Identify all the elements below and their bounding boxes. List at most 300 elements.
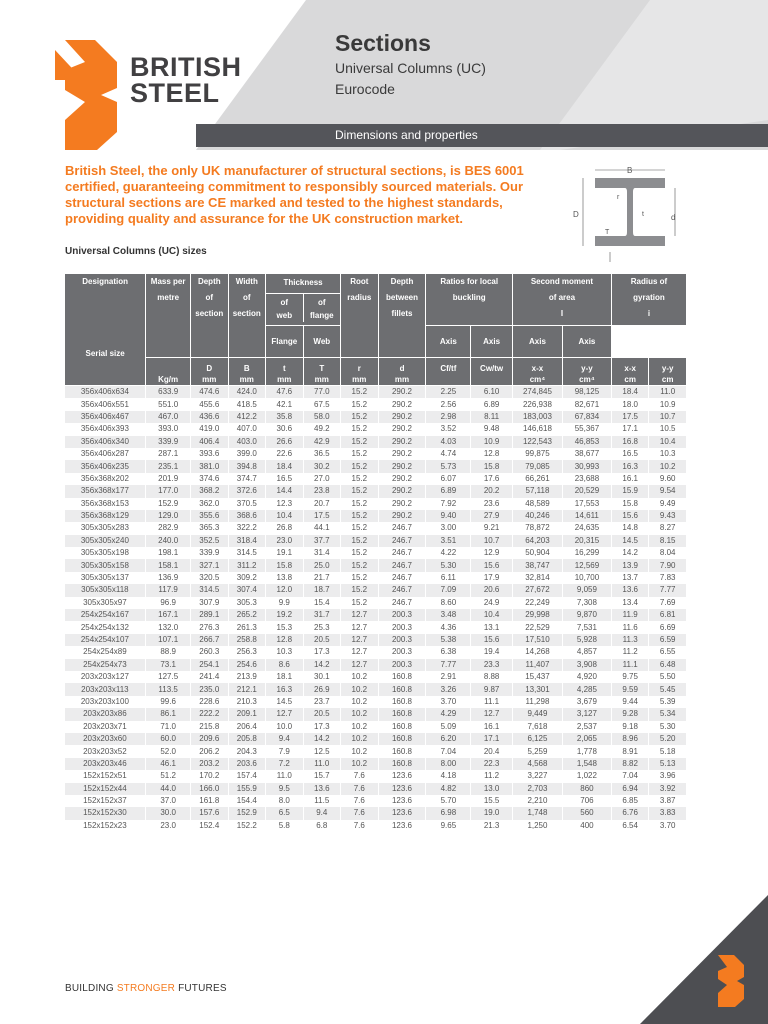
cell-mass: 99.6 bbox=[146, 696, 191, 708]
header-depth-line3: section bbox=[195, 309, 224, 318]
cell-flange-thickness: 13.6 bbox=[303, 783, 341, 795]
cell-web-thickness: 12.3 bbox=[266, 498, 304, 510]
cell-second-moment-yy: 2,065 bbox=[562, 733, 611, 745]
cell-second-moment-xx: 13,301 bbox=[512, 683, 562, 695]
cell-web-thickness: 23.0 bbox=[266, 535, 304, 547]
unit-kgm: Kg/m bbox=[158, 375, 179, 384]
footer-text-highlight: STRONGER bbox=[116, 983, 176, 994]
cell-serial-size: 254x254x132 bbox=[65, 621, 146, 633]
cell-flange-ratio: 6.07 bbox=[426, 473, 471, 485]
header-thickness-label: Thickness bbox=[283, 278, 323, 287]
cell-radius-xx: 11.3 bbox=[611, 634, 649, 646]
cell-mass: 46.1 bbox=[146, 758, 191, 770]
cell-mass: 282.9 bbox=[146, 522, 191, 534]
cell-flange-thickness: 23.7 bbox=[303, 696, 341, 708]
header-web-line1: of bbox=[280, 298, 289, 307]
cell-depth-between-fillets: 160.8 bbox=[378, 683, 426, 695]
cell-serial-size: 305x305x240 bbox=[65, 535, 146, 547]
cell-web-thickness: 22.6 bbox=[266, 448, 304, 460]
cell-radius-yy: 3.92 bbox=[649, 783, 687, 795]
cell-web-ratio: 6.89 bbox=[471, 398, 513, 410]
cell-width: 322.2 bbox=[228, 522, 266, 534]
cell-depth-between-fillets: 160.8 bbox=[378, 733, 426, 745]
cell-root-radius: 10.2 bbox=[341, 758, 379, 770]
cell-flange-ratio: 6.20 bbox=[426, 733, 471, 745]
cell-radius-yy: 5.20 bbox=[649, 733, 687, 745]
cell-depth: 203.2 bbox=[191, 758, 229, 770]
cell-mass: 88.9 bbox=[146, 646, 191, 658]
cell-root-radius: 7.6 bbox=[341, 820, 379, 832]
cell-flange-ratio: 4.29 bbox=[426, 708, 471, 720]
table-row bbox=[65, 683, 687, 695]
cell-web-ratio: 15.5 bbox=[471, 795, 513, 807]
cell-depth: 266.7 bbox=[191, 634, 229, 646]
cell-web-ratio: 22.3 bbox=[471, 758, 513, 770]
cell-flange-ratio: 5.70 bbox=[426, 795, 471, 807]
header-root-line1: Root bbox=[350, 277, 369, 286]
cell-web-thickness: 11.0 bbox=[266, 770, 304, 782]
header-flange: Flange bbox=[266, 326, 304, 358]
cell-web-ratio: 12.7 bbox=[471, 708, 513, 720]
cell-mass: 60.0 bbox=[146, 733, 191, 745]
cell-flange-thickness: 21.7 bbox=[303, 572, 341, 584]
cell-flange-thickness: 11.0 bbox=[303, 758, 341, 770]
cell-flange-thickness: 30.1 bbox=[303, 671, 341, 683]
header-sym-yy-2 bbox=[649, 358, 687, 386]
cell-flange-ratio: 7.04 bbox=[426, 745, 471, 757]
table-row bbox=[65, 758, 687, 770]
cell-radius-xx: 18.0 bbox=[611, 398, 649, 410]
cell-web-thickness: 6.5 bbox=[266, 807, 304, 819]
cell-serial-size: 152x152x44 bbox=[65, 783, 146, 795]
cell-width: 154.4 bbox=[228, 795, 266, 807]
header-width-line2: of bbox=[243, 293, 251, 302]
cell-depth: 474.6 bbox=[191, 386, 229, 399]
cell-depth: 276.3 bbox=[191, 621, 229, 633]
cell-depth: 206.2 bbox=[191, 745, 229, 757]
cell-width: 394.8 bbox=[228, 460, 266, 472]
cell-flange-thickness: 20.5 bbox=[303, 708, 341, 720]
table-row bbox=[65, 621, 687, 633]
cell-serial-size: 254x254x89 bbox=[65, 646, 146, 658]
header-width bbox=[228, 274, 266, 358]
cell-radius-yy: 7.83 bbox=[649, 572, 687, 584]
cell-flange-ratio: 3.70 bbox=[426, 696, 471, 708]
cell-root-radius: 12.7 bbox=[341, 609, 379, 621]
cell-depth: 289.1 bbox=[191, 609, 229, 621]
cell-mass: 52.0 bbox=[146, 745, 191, 757]
brand-wordmark bbox=[130, 52, 242, 108]
cell-web-ratio: 15.6 bbox=[471, 634, 513, 646]
cell-depth-between-fillets: 160.8 bbox=[378, 671, 426, 683]
cell-flange-thickness: 12.5 bbox=[303, 745, 341, 757]
table-row bbox=[65, 659, 687, 671]
cell-second-moment-yy: 2,537 bbox=[562, 721, 611, 733]
cell-radius-yy: 6.69 bbox=[649, 621, 687, 633]
cell-radius-yy: 10.9 bbox=[649, 398, 687, 410]
cell-flange-thickness: 9.4 bbox=[303, 807, 341, 819]
cell-radius-yy: 6.55 bbox=[649, 646, 687, 658]
cell-web-ratio: 15.8 bbox=[471, 460, 513, 472]
header-width-line3: section bbox=[232, 309, 261, 318]
cell-root-radius: 15.2 bbox=[341, 386, 379, 399]
cell-width: 370.5 bbox=[228, 498, 266, 510]
diagram-label-t: t bbox=[642, 211, 644, 218]
cell-serial-size: 203x203x46 bbox=[65, 758, 146, 770]
header-thickness bbox=[266, 274, 341, 326]
cell-mass: 152.9 bbox=[146, 498, 191, 510]
cell-width: 412.2 bbox=[228, 411, 266, 423]
sym-yy-1: y-y bbox=[581, 364, 593, 373]
cell-root-radius: 7.6 bbox=[341, 770, 379, 782]
table-row bbox=[65, 559, 687, 571]
cell-serial-size: 203x203x113 bbox=[65, 683, 146, 695]
table-row bbox=[65, 671, 687, 683]
cell-radius-yy: 7.90 bbox=[649, 559, 687, 571]
cell-radius-yy: 9.54 bbox=[649, 485, 687, 497]
header-mass-line2: metre bbox=[157, 293, 180, 302]
cell-depth: 365.3 bbox=[191, 522, 229, 534]
header-sym-xx-1 bbox=[512, 358, 562, 386]
cell-flange-thickness: 36.5 bbox=[303, 448, 341, 460]
cell-mass: 158.1 bbox=[146, 559, 191, 571]
table-row bbox=[65, 807, 687, 819]
cell-depth: 254.1 bbox=[191, 659, 229, 671]
cell-flange-ratio: 4.22 bbox=[426, 547, 471, 559]
cell-flange-thickness: 17.3 bbox=[303, 721, 341, 733]
cell-depth-between-fillets: 290.2 bbox=[378, 386, 426, 399]
header-depth-line1: Depth bbox=[197, 277, 221, 286]
cell-root-radius: 15.2 bbox=[341, 448, 379, 460]
cell-second-moment-yy: 5,928 bbox=[562, 634, 611, 646]
cell-flange-thickness: 18.7 bbox=[303, 584, 341, 596]
table-row bbox=[65, 696, 687, 708]
cell-flange-thickness: 15.4 bbox=[303, 597, 341, 609]
cell-depth-between-fillets: 290.2 bbox=[378, 411, 426, 423]
cell-depth: 362.0 bbox=[191, 498, 229, 510]
cell-serial-size: 356x406x634 bbox=[65, 386, 146, 399]
cell-root-radius: 15.2 bbox=[341, 522, 379, 534]
unit-cm4-2: cm⁴ bbox=[579, 375, 595, 384]
sym-r: r bbox=[357, 364, 361, 373]
header-second-moment bbox=[512, 274, 611, 326]
cell-root-radius: 15.2 bbox=[341, 485, 379, 497]
cell-mass: 96.9 bbox=[146, 597, 191, 609]
cell-flange-thickness: 31.4 bbox=[303, 547, 341, 559]
diagram-label-d-lower: d bbox=[671, 213, 676, 222]
cell-depth-between-fillets: 160.8 bbox=[378, 721, 426, 733]
table-row bbox=[65, 460, 687, 472]
cell-second-moment-yy: 10,700 bbox=[562, 572, 611, 584]
cell-depth: 241.4 bbox=[191, 671, 229, 683]
cell-root-radius: 7.6 bbox=[341, 795, 379, 807]
cell-radius-yy: 6.48 bbox=[649, 659, 687, 671]
table-row bbox=[65, 634, 687, 646]
cell-second-moment-xx: 4,568 bbox=[512, 758, 562, 770]
cell-flange-thickness: 44.1 bbox=[303, 522, 341, 534]
cell-root-radius: 10.2 bbox=[341, 696, 379, 708]
cell-web-ratio: 9.87 bbox=[471, 683, 513, 695]
cell-web-ratio: 20.2 bbox=[471, 485, 513, 497]
cell-root-radius: 15.2 bbox=[341, 547, 379, 559]
cell-web-thickness: 18.4 bbox=[266, 460, 304, 472]
cell-web-thickness: 8.0 bbox=[266, 795, 304, 807]
cell-second-moment-yy: 1,778 bbox=[562, 745, 611, 757]
cell-second-moment-xx: 1,748 bbox=[512, 807, 562, 819]
cell-depth: 307.9 bbox=[191, 597, 229, 609]
section-bar-label: Dimensions and properties bbox=[335, 128, 478, 142]
cell-serial-size: 203x203x86 bbox=[65, 708, 146, 720]
cell-flange-ratio: 9.40 bbox=[426, 510, 471, 522]
cell-depth-between-fillets: 200.3 bbox=[378, 634, 426, 646]
header-smoa-line1: Second moment bbox=[530, 277, 594, 286]
cell-second-moment-yy: 4,857 bbox=[562, 646, 611, 658]
cell-depth-between-fillets: 290.2 bbox=[378, 473, 426, 485]
unit-mm-2: mm bbox=[239, 375, 254, 384]
cell-second-moment-yy: 1,022 bbox=[562, 770, 611, 782]
cell-mass: 551.0 bbox=[146, 398, 191, 410]
cell-second-moment-xx: 27,672 bbox=[512, 584, 562, 596]
diagram-label-b: B bbox=[627, 166, 633, 175]
table-row bbox=[65, 770, 687, 782]
header-rog-line2: gyration bbox=[633, 293, 665, 302]
footer-text-2: FUTURES bbox=[175, 983, 227, 994]
cell-width: 372.6 bbox=[228, 485, 266, 497]
cell-flange-thickness: 30.2 bbox=[303, 460, 341, 472]
cell-serial-size: 356x406x235 bbox=[65, 460, 146, 472]
cell-mass: 86.1 bbox=[146, 708, 191, 720]
cell-depth-between-fillets: 200.3 bbox=[378, 659, 426, 671]
cell-web-thickness: 15.8 bbox=[266, 559, 304, 571]
cell-root-radius: 15.2 bbox=[341, 411, 379, 423]
cell-root-radius: 12.7 bbox=[341, 621, 379, 633]
cell-flange-ratio: 4.03 bbox=[426, 436, 471, 448]
cell-web-thickness: 26.6 bbox=[266, 436, 304, 448]
cell-mass: 235.1 bbox=[146, 460, 191, 472]
cell-second-moment-xx: 15,437 bbox=[512, 671, 562, 683]
cell-depth-between-fillets: 246.7 bbox=[378, 559, 426, 571]
cell-flange-thickness: 58.0 bbox=[303, 411, 341, 423]
cell-mass: 71.0 bbox=[146, 721, 191, 733]
cell-serial-size: 305x305x158 bbox=[65, 559, 146, 571]
cell-radius-xx: 13.4 bbox=[611, 597, 649, 609]
cell-second-moment-yy: 3,679 bbox=[562, 696, 611, 708]
cell-radius-xx: 13.6 bbox=[611, 584, 649, 596]
header-dbf-line2: between bbox=[386, 293, 419, 302]
cell-mass: 51.2 bbox=[146, 770, 191, 782]
cell-web-ratio: 23.6 bbox=[471, 498, 513, 510]
cell-web-ratio: 10.7 bbox=[471, 535, 513, 547]
cell-flange-thickness: 15.7 bbox=[303, 770, 341, 782]
cell-width: 261.3 bbox=[228, 621, 266, 633]
cell-depth: 374.6 bbox=[191, 473, 229, 485]
cell-second-moment-yy: 860 bbox=[562, 783, 611, 795]
header-depth-between-fillets bbox=[378, 274, 426, 358]
cell-serial-size: 152x152x37 bbox=[65, 795, 146, 807]
header-flange-line1: of bbox=[318, 298, 326, 307]
page-title: Sections bbox=[335, 30, 431, 56]
header-designation bbox=[65, 274, 146, 386]
cell-radius-xx: 18.4 bbox=[611, 386, 649, 399]
subtitle-line-1: Universal Columns (UC) bbox=[335, 60, 486, 76]
cell-web-ratio: 24.9 bbox=[471, 597, 513, 609]
cell-web-thickness: 7.9 bbox=[266, 745, 304, 757]
cell-depth: 152.4 bbox=[191, 820, 229, 832]
cell-radius-yy: 8.15 bbox=[649, 535, 687, 547]
cell-depth-between-fillets: 290.2 bbox=[378, 510, 426, 522]
cell-serial-size: 305x305x137 bbox=[65, 572, 146, 584]
header-designation-label: Designation bbox=[82, 277, 129, 286]
cell-flange-thickness: 77.0 bbox=[303, 386, 341, 399]
cell-root-radius: 15.2 bbox=[341, 423, 379, 435]
cell-width: 155.9 bbox=[228, 783, 266, 795]
cell-mass: 37.0 bbox=[146, 795, 191, 807]
cell-width: 307.4 bbox=[228, 584, 266, 596]
cell-width: 418.5 bbox=[228, 398, 266, 410]
cell-second-moment-yy: 7,531 bbox=[562, 621, 611, 633]
cell-root-radius: 15.2 bbox=[341, 436, 379, 448]
cell-serial-size: 254x254x73 bbox=[65, 659, 146, 671]
cell-web-ratio: 12.9 bbox=[471, 547, 513, 559]
cell-depth: 455.6 bbox=[191, 398, 229, 410]
cell-second-moment-yy: 38,677 bbox=[562, 448, 611, 460]
cell-root-radius: 15.2 bbox=[341, 460, 379, 472]
cell-second-moment-xx: 122,543 bbox=[512, 436, 562, 448]
cell-depth-between-fillets: 246.7 bbox=[378, 547, 426, 559]
header-smoa-line2: of area bbox=[548, 293, 576, 302]
cell-depth: 327.1 bbox=[191, 559, 229, 571]
cell-second-moment-xx: 48,589 bbox=[512, 498, 562, 510]
cell-mass: 201.9 bbox=[146, 473, 191, 485]
cell-flange-thickness: 17.5 bbox=[303, 510, 341, 522]
header-sym-yy-1 bbox=[562, 358, 611, 386]
cell-flange-ratio: 6.98 bbox=[426, 807, 471, 819]
cell-web-thickness: 30.6 bbox=[266, 423, 304, 435]
cell-web-ratio: 16.1 bbox=[471, 721, 513, 733]
cell-radius-xx: 6.76 bbox=[611, 807, 649, 819]
cell-radius-yy: 10.2 bbox=[649, 460, 687, 472]
table-row bbox=[65, 398, 687, 410]
cell-radius-yy: 5.39 bbox=[649, 696, 687, 708]
cell-flange-ratio: 2.98 bbox=[426, 411, 471, 423]
header-serial-size-label: Serial size bbox=[85, 349, 125, 358]
header-mass bbox=[146, 274, 191, 358]
cell-radius-xx: 11.2 bbox=[611, 646, 649, 658]
table-row bbox=[65, 609, 687, 621]
unit-cm-1: cm bbox=[624, 375, 636, 384]
header-ratios-line1: Ratios for local bbox=[440, 277, 499, 286]
cell-root-radius: 15.2 bbox=[341, 572, 379, 584]
cell-flange-thickness: 27.0 bbox=[303, 473, 341, 485]
cell-flange-ratio: 5.30 bbox=[426, 559, 471, 571]
cell-second-moment-yy: 14,611 bbox=[562, 510, 611, 522]
cell-flange-thickness: 42.9 bbox=[303, 436, 341, 448]
cell-flange-thickness: 20.7 bbox=[303, 498, 341, 510]
cell-width: 424.0 bbox=[228, 386, 266, 399]
cell-radius-xx: 14.2 bbox=[611, 547, 649, 559]
cell-web-thickness: 10.3 bbox=[266, 646, 304, 658]
cell-width: 254.6 bbox=[228, 659, 266, 671]
cell-serial-size: 356x368x153 bbox=[65, 498, 146, 510]
cell-mass: 73.1 bbox=[146, 659, 191, 671]
sym-xx-1: x-x bbox=[531, 364, 544, 373]
header-sym-t-cap bbox=[303, 358, 341, 386]
cell-second-moment-yy: 3,127 bbox=[562, 708, 611, 720]
cell-serial-size: 152x152x23 bbox=[65, 820, 146, 832]
cell-depth: 170.2 bbox=[191, 770, 229, 782]
cell-radius-yy: 10.7 bbox=[649, 411, 687, 423]
diagram-label-r: r bbox=[617, 194, 620, 201]
diagram-label-tt: T bbox=[605, 229, 610, 236]
cell-second-moment-yy: 4,285 bbox=[562, 683, 611, 695]
cell-root-radius: 15.2 bbox=[341, 498, 379, 510]
unit-mm-3: mm bbox=[277, 375, 292, 384]
header-sym-d bbox=[378, 358, 426, 386]
cell-radius-yy: 3.87 bbox=[649, 795, 687, 807]
cell-web-ratio: 13.0 bbox=[471, 783, 513, 795]
cell-web-thickness: 19.1 bbox=[266, 547, 304, 559]
cell-depth-between-fillets: 246.7 bbox=[378, 572, 426, 584]
unit-cm-2: cm bbox=[661, 375, 674, 384]
cell-radius-xx: 17.1 bbox=[611, 423, 649, 435]
cell-radius-xx: 14.5 bbox=[611, 535, 649, 547]
cell-serial-size: 356x406x393 bbox=[65, 423, 146, 435]
cell-flange-ratio: 7.77 bbox=[426, 659, 471, 671]
cell-serial-size: 203x203x60 bbox=[65, 733, 146, 745]
i-beam-section-diagram bbox=[565, 162, 695, 267]
unit-mm-4: mm bbox=[314, 375, 329, 384]
cell-mass: 287.1 bbox=[146, 448, 191, 460]
header-mass-line1: Mass per bbox=[150, 277, 186, 286]
cell-radius-yy: 9.60 bbox=[649, 473, 687, 485]
cell-flange-thickness: 11.5 bbox=[303, 795, 341, 807]
cell-flange-ratio: 9.65 bbox=[426, 820, 471, 832]
cell-mass: 136.9 bbox=[146, 572, 191, 584]
table-row bbox=[65, 820, 687, 832]
cell-second-moment-xx: 79,085 bbox=[512, 460, 562, 472]
cell-flange-ratio: 7.09 bbox=[426, 584, 471, 596]
cell-second-moment-xx: 183,003 bbox=[512, 411, 562, 423]
cell-root-radius: 7.6 bbox=[341, 807, 379, 819]
unit-cm4-1: cm⁴ bbox=[529, 375, 546, 384]
cell-web-thickness: 7.2 bbox=[266, 758, 304, 770]
cell-root-radius: 15.2 bbox=[341, 584, 379, 596]
cell-width: 309.2 bbox=[228, 572, 266, 584]
cell-root-radius: 10.2 bbox=[341, 708, 379, 720]
header-depth bbox=[191, 274, 229, 358]
cell-web-ratio: 12.8 bbox=[471, 448, 513, 460]
cell-second-moment-xx: 5,259 bbox=[512, 745, 562, 757]
cell-mass: 198.1 bbox=[146, 547, 191, 559]
cell-depth-between-fillets: 123.6 bbox=[378, 795, 426, 807]
cell-second-moment-xx: 3,227 bbox=[512, 770, 562, 782]
cell-radius-xx: 16.1 bbox=[611, 473, 649, 485]
cell-width: 305.3 bbox=[228, 597, 266, 609]
cell-second-moment-xx: 6,125 bbox=[512, 733, 562, 745]
cell-web-thickness: 8.6 bbox=[266, 659, 304, 671]
cell-width: 403.0 bbox=[228, 436, 266, 448]
cell-radius-yy: 6.59 bbox=[649, 634, 687, 646]
cell-flange-ratio: 7.92 bbox=[426, 498, 471, 510]
cell-flange-ratio: 3.00 bbox=[426, 522, 471, 534]
cell-width: 206.4 bbox=[228, 721, 266, 733]
cell-flange-ratio: 4.36 bbox=[426, 621, 471, 633]
sym-t: t bbox=[282, 364, 286, 373]
cell-root-radius: 10.2 bbox=[341, 733, 379, 745]
cell-second-moment-yy: 12,569 bbox=[562, 559, 611, 571]
cell-depth-between-fillets: 160.8 bbox=[378, 758, 426, 770]
header-sym-b bbox=[228, 358, 266, 386]
